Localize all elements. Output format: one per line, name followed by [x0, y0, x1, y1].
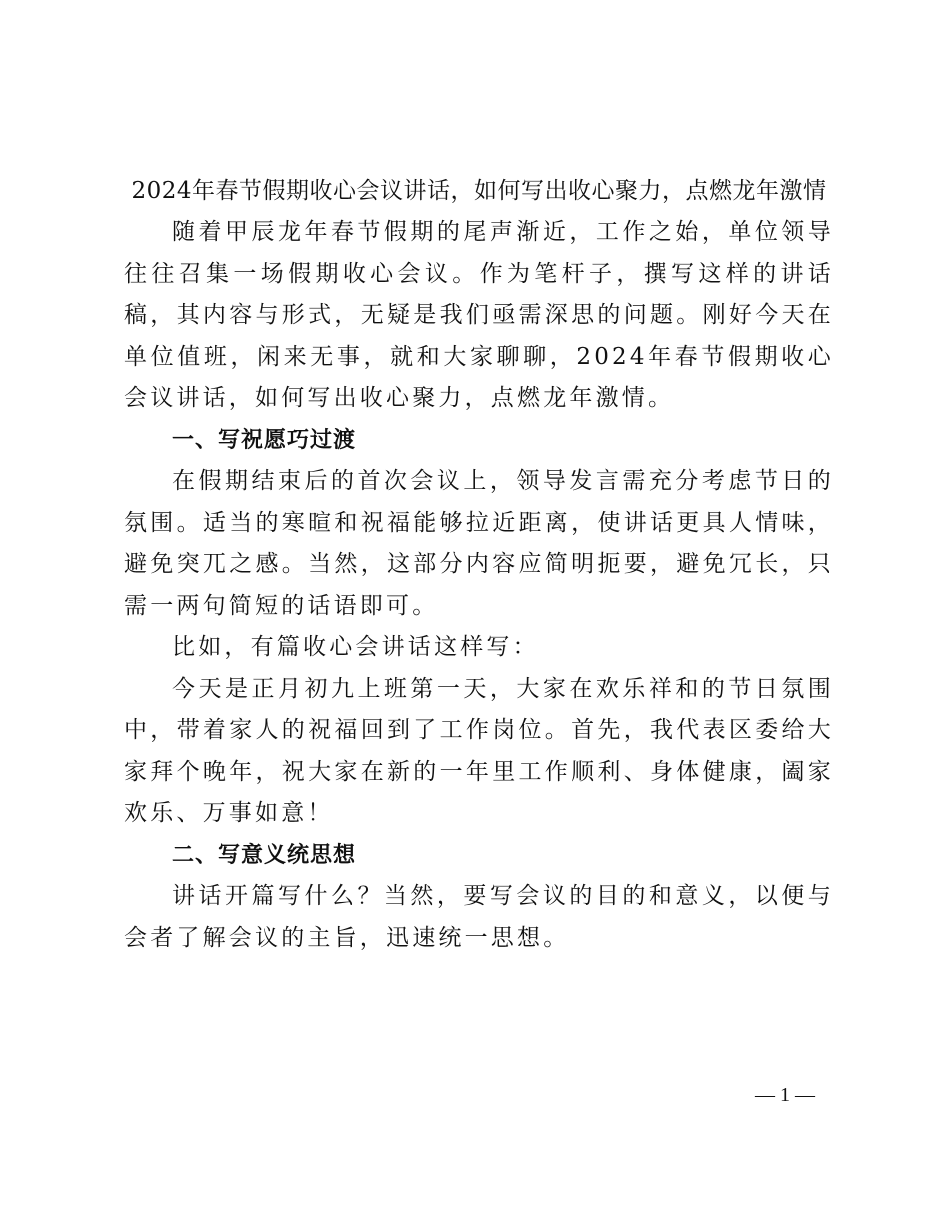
section-heading-1: 一、写祝愿巧过渡 [172, 427, 357, 453]
document-title: 2024年春节假期收心会议讲话，如何写出收心聚力，点燃龙年激情 [131, 178, 827, 204]
section-1-paragraph-1: 在假期结束后的首次会议上，领导发言需充分考虑节日的氛围。适当的寒暄和祝福能够拉近距离，使讲话更具人情味，避免突兀之感。当然，这部分内容应简明扼要，避免冗长，只需一两句简短的话语即可。 [124, 468, 834, 619]
section-1-paragraph-3: 今天是正月初九上班第一天，大家在欢乐祥和的节日氛围中，带着家人的祝福回到了工作岗位。首先，我代表区委给大家拜个晚年，祝大家在新的一年里工作顺利、身体健康，阖家欢乐、万事如意！ [124, 675, 834, 826]
document-body [124, 171, 834, 959]
section-1-paragraph-2: 比如，有篇收心会讲话这样写： [172, 634, 539, 660]
section-heading-2: 二、写意义统思想 [172, 842, 357, 868]
intro-paragraph: 随着甲辰龙年春节假期的尾声渐近，工作之始，单位领导往往召集一场假期收心会议。作为笔杆子，撰写这样的讲话稿，其内容与形式，无疑是我们亟需深思的问题。刚好今天在单位值班，闲来无事，就和大家聊聊，2024年春节假期收心会议讲话，如何写出收心聚力，点燃龙年激情。 [124, 219, 834, 411]
page-number: — 1 — [755, 1084, 815, 1106]
section-2-paragraph-1: 讲话开篇写什么？当然，要写会议的目的和意义，以便与会者了解会议的主旨，迅速统一思想。 [124, 883, 834, 951]
